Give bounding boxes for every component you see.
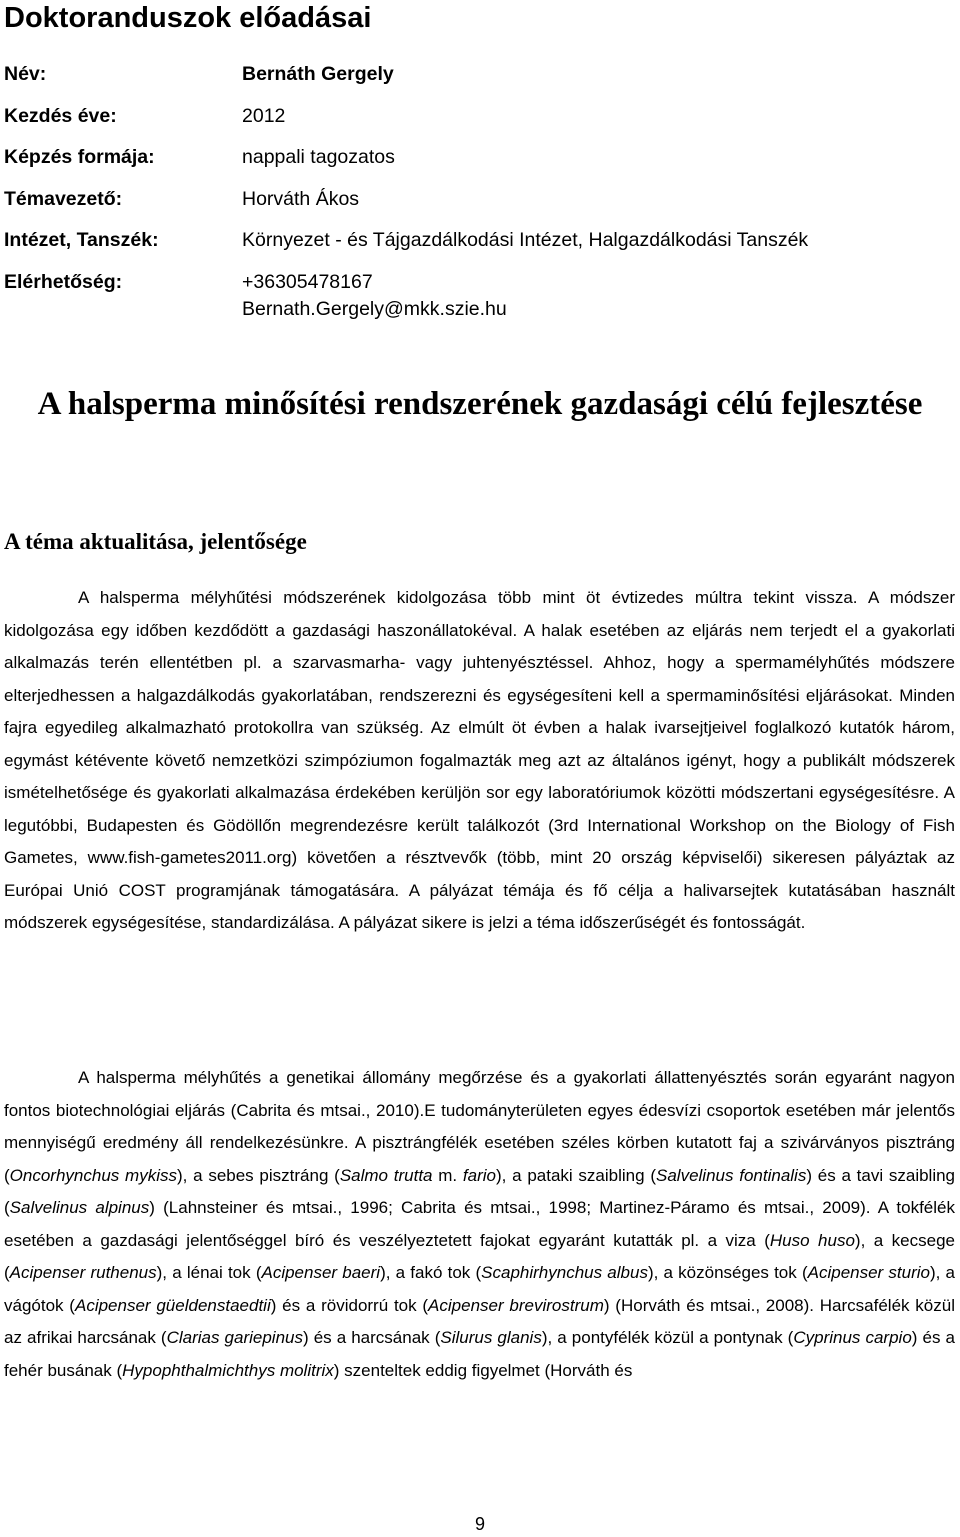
paragraph-relevance: [4, 582, 955, 940]
text-run: ), a pataki szaibling (: [495, 1165, 656, 1185]
species-name: Acipenser ruthenus: [9, 1263, 157, 1282]
text-run: m.: [432, 1165, 463, 1185]
species-name: Acipenser brevirostrum: [428, 1295, 604, 1315]
paragraph-background: [4, 1062, 955, 1387]
training-form-value: nappali tagozatos: [242, 146, 395, 168]
species-name: Silurus glanis: [440, 1328, 542, 1347]
info-row-start-year: [4, 102, 954, 144]
section-heading: A téma aktualitása, jelentősége: [4, 529, 307, 554]
text-run: ) (Lahnsteiner és mtsai., 1996; Cabrita és mtsai., 1998; Martinez-Páramo és mtsai., 2009). A tokfélék esetében a gazdasági jelentőséggel bíró és veszélyeztetett fajokat egyaránt kutatták pl. a viza (: [4, 1198, 955, 1250]
training-form-label: Képzés formája:: [4, 146, 155, 168]
text-run: ) és a tavi szaibling (: [4, 1165, 956, 1217]
info-row-institute: [4, 226, 954, 268]
text-run: ), a lénai tok (: [156, 1263, 262, 1282]
species-name: fario: [462, 1165, 496, 1185]
text-run: ), a vágótok (: [4, 1263, 956, 1315]
text-run: ) és a fehér busának (: [4, 1328, 955, 1380]
name-value: Bernáth Gergely: [242, 63, 394, 85]
text-run: ), a kecsege (: [4, 1230, 955, 1282]
species-name: Cyprinus carpio: [793, 1328, 912, 1347]
name-label: Név:: [4, 63, 47, 85]
species-name: Hypophthalmichthys molitrix: [122, 1360, 334, 1380]
species-name: Oncorhynchus mykiss: [9, 1165, 177, 1185]
info-row-supervisor: [4, 185, 954, 227]
info-row-name: [4, 60, 954, 102]
species-name: Acipenser güeldenstaedtii: [74, 1295, 271, 1315]
species-name: Clarias gariepinus: [166, 1328, 303, 1347]
start-year-value: 2012: [242, 104, 286, 127]
species-name: Salmo trutta: [339, 1165, 433, 1185]
thesis-title: A halsperma minősítési rendszerének gazdasági célú fejlesztése: [37, 386, 923, 422]
contact-label: Elérhetőség:: [4, 270, 123, 293]
text-run: ) és a rövidorrú tok (: [270, 1295, 429, 1315]
text-run: ), a fakó tok (: [380, 1263, 482, 1282]
text-run: ) (Horváth és mtsai., 2008). Harcsafélék közül az afrikai harcsának (: [4, 1295, 955, 1347]
student-info: [4, 60, 954, 328]
page-number: 9: [474, 1514, 485, 1534]
start-year-label: Kezdés éve:: [4, 104, 117, 127]
text-run: ), a sebes pisztráng (: [176, 1165, 340, 1185]
institute-label: Intézet, Tanszék:: [4, 229, 159, 251]
text-run: A halsperma mélyhűtési módszerének kidolgozása több mint öt évtizedes múltra tekint vissza. A módszer kidolgozása egy időben kezdődött a gazdasági haszonállatokéval. A halak esetében az eljárás nem terjedt el a gyakorlati alkalmazás terén ellentétben pl. a szarvasmarha- vagy juhtenyésztéssel. Ahhoz, hogy a spermamélyhűtés módszere elterjedhessen a halgazdálkodás gyakorlatában, rendszerezni és egységesíteni kell a spermaminősítési eljárásokat. Minden fajra egyedileg alkalmazható protokollra van szükség. Az elmúlt öt évben a halak ivarsejtjeivel foglalkozó kutatók három, egymást kétévente követő nemzetközi szimpóziumon fogalmazták meg azt az általános igényt, hogy a publikált módszerek ismételhetősége és gyakorlati alkalmazása érdekében kerüljön sor egy laboratóriumok közötti módszertani egységesítésre. A legutóbbi, Budapesten és Gödöllőn megrendezésre került találkozót (3rd International Workshop on the Biology of Fish Gametes, www.fish-gametes2011.org) követően a résztvevők (több, mint 20 ország képviselői) sikeresen pályáztak az Európai Unió COST programjának támogatására. A pályázat témája és fő célja a halivarsejtek kutatásában használt módszerek egységesítése, standardizálása. A pályázat sikere is jelzi a téma időszerűségét és fontosságát.: [4, 588, 955, 932]
text-run: ), a pontyfélék közül a pontynak (: [541, 1328, 794, 1347]
species-name: Salvelinus fontinalis: [656, 1165, 807, 1185]
text-run: A halsperma mélyhűtés a genetikai állomány megőrzése és a gyakorlati állattenyésztés során egyaránt nagyon fontos biotechnológiai eljárás (Cabrita és mtsai., 2010).E tudományterületen egyes édesvízi csoportok esetében már jelentős mennyiségű eredmény áll rendelkezésünkre. A pisztrángfélék esetében széles körben kutatott faj a szivárványos pisztráng (: [4, 1068, 955, 1185]
institute-value: Környezet - és Tájgazdálkodási Intézet, Halgazdálkodási Tanszék: [242, 229, 809, 251]
supervisor-label: Témavezető:: [4, 187, 123, 210]
document-title: Doktoranduszok előadásai: [4, 2, 372, 34]
info-row-training-form: [4, 143, 954, 185]
contact-email[interactable]: Bernath.Gergely@mkk.szie.hu: [242, 297, 507, 320]
species-name: Huso huso: [769, 1230, 855, 1250]
text-run: ) és a harcsának (: [302, 1328, 441, 1347]
text-run: ) szenteltek eddig figyelmet (Horváth és: [333, 1360, 633, 1380]
species-name: Scaphirhynchus albus: [481, 1263, 648, 1282]
info-row-contact: [4, 268, 954, 328]
species-name: Acipenser baeri: [261, 1263, 381, 1282]
contact-phone: +36305478167: [242, 270, 373, 293]
species-name: Acipenser sturio: [807, 1263, 930, 1282]
species-name: Salvelinus alpinus: [9, 1198, 150, 1217]
supervisor-value: Horváth Ákos: [242, 187, 360, 210]
text-run: ), a közönséges tok (: [647, 1263, 808, 1282]
